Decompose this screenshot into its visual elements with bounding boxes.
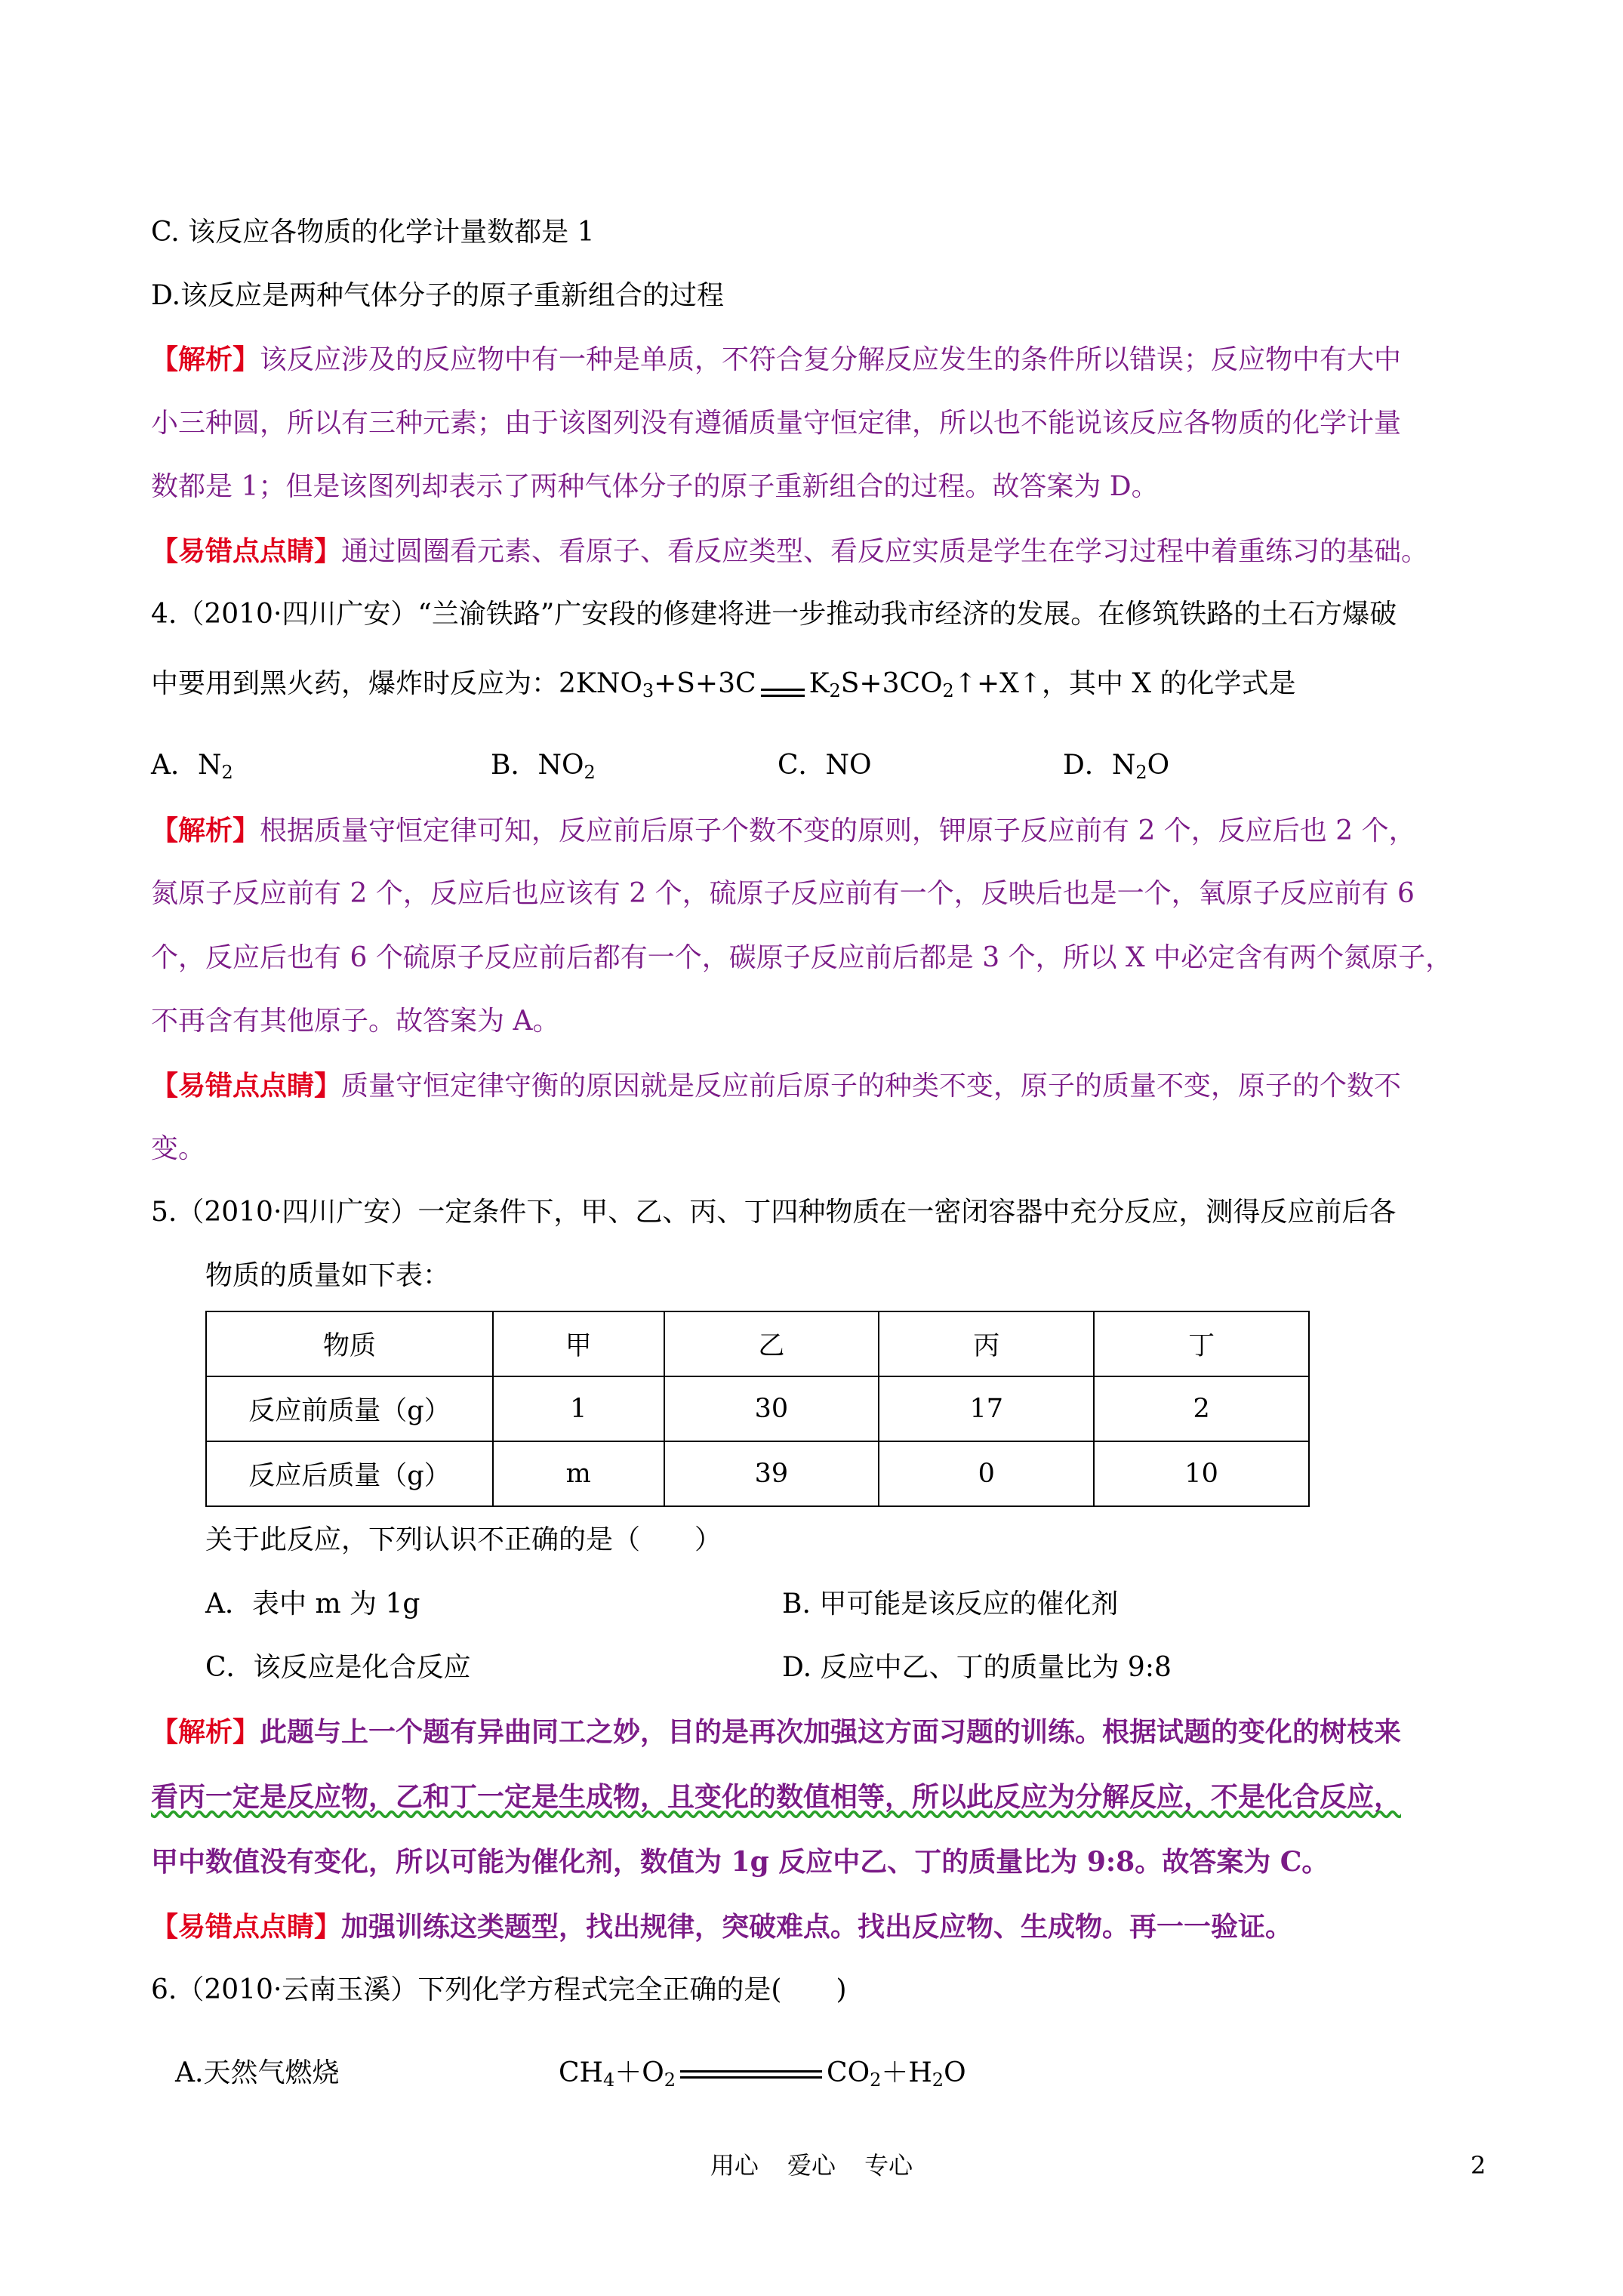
table-header-cell: 物质 bbox=[206, 1311, 493, 1376]
tip-tag: 【易错点点睛】 bbox=[151, 535, 342, 567]
table-header-row bbox=[206, 1311, 1309, 1376]
q4-analysis-line-2: 氮原子反应前有 2 个，反应后也应该有 2 个，硫原子反应前有一个，反映后也是一个，氧原子反应前有 6 bbox=[151, 878, 1415, 909]
footer-motto: 用心 爱心 专心 bbox=[710, 2151, 913, 2180]
table-header-cell: 乙 bbox=[664, 1311, 879, 1376]
q4-analysis-line-4: 不再含有其他原子。故答案为 A。 bbox=[151, 1006, 560, 1037]
q4-option-c: C．NO bbox=[778, 750, 872, 781]
q5-stem-line-1: 5.（2010·四川广安）一定条件下，甲、乙、丙、丁四种物质在一密闭容器中充分反应，测得反应前后各 bbox=[151, 1197, 1397, 1228]
q4-tip: 【易错点点睛】质量守恒定律守衡的原因就是反应前后原子的种类不变，原子的质量不变，原子的个数不 bbox=[151, 1070, 1402, 1102]
page-number: 2 bbox=[1471, 2151, 1486, 2180]
q5-analysis-line-1: 【解析】此题与上一个题有异曲同工之妙，目的是再次加强这方面习题的训练。根据试题的变化的树枝来 bbox=[151, 1716, 1402, 1748]
q5-analysis-line-2: 看丙一定是反应物，乙和丁一定是生成物，且变化的数值相等，所以此反应为分解反应，不是化合反应， bbox=[151, 1781, 1402, 1813]
mass-table bbox=[205, 1311, 1310, 1507]
tip-tag: 【易错点点睛】 bbox=[151, 1070, 342, 1102]
tip-tag: 【易错点点睛】 bbox=[151, 1911, 342, 1943]
q6-stem: 6.（2010·云南玉溪）下列化学方程式完全正确的是( ) bbox=[151, 1974, 847, 2005]
table-header-cell: 丁 bbox=[1094, 1311, 1309, 1376]
q3-option-d: D.该反应是两种气体分子的原子重新组合的过程 bbox=[151, 280, 725, 311]
q4-analysis-line-1: 【解析】根据质量守恒定律可知，反应前后原子个数不变的原则，钾原子反应前有 2 个，反应后也 2 个， bbox=[151, 815, 1416, 846]
analysis-tag: 【解析】 bbox=[151, 344, 260, 375]
q5-tip: 【易错点点睛】加强训练这类题型，找出规律，突破难点。找出反应物、生成物。再一一验证。 bbox=[151, 1911, 1293, 1943]
q5-option-d: D. 反应中乙、丁的质量比为 9:8 bbox=[782, 1652, 1172, 1683]
q5-stem-line-2: 物质的质量如下表： bbox=[205, 1260, 451, 1291]
table-cell: 17 bbox=[879, 1376, 1094, 1441]
q3-option-c: C. 该反应各物质的化学计量数都是 1 bbox=[151, 217, 595, 248]
table-cell: 反应后质量（g） bbox=[206, 1441, 493, 1506]
table-cell: m bbox=[493, 1441, 664, 1506]
q4-equation-right: $K_2S+3CO_2↑+X↑$ bbox=[808, 668, 1042, 701]
q5-option-a: A．表中 m 为 1g bbox=[205, 1589, 420, 1620]
q4-stem-line-1: 4.（2010·四川广安）“兰渝铁路”广安段的修建将进一步推动我市经济的发展。在修筑铁路的土石方爆破 bbox=[151, 599, 1397, 630]
q3-tip: 【易错点点睛】通过圆圈看元素、看原子、看反应类型、看反应实质是学生在学习过程中着重练习的基础。 bbox=[151, 535, 1429, 567]
table-header-cell: 甲 bbox=[493, 1311, 664, 1376]
table-cell: 10 bbox=[1094, 1441, 1309, 1506]
q4-stem-line-2: 中要用到黑火药，爆炸时反应为：$2KNO_3+S+3C$ $K_2S+3CO_2↑+X↑$，其中 X 的化学式是 bbox=[151, 666, 1295, 702]
q4-analysis-line-3: 个，反应后也有 6 个硫原子反应前后都有一个，碳原子反应前后都是 3 个，所以 X 中必定含有两个氮原子， bbox=[151, 942, 1453, 973]
q5-option-c: C．该反应是化合反应 bbox=[205, 1652, 471, 1683]
q4-tip-line-2: 变。 bbox=[151, 1133, 206, 1164]
q4-equation-left: $2KNO_3+S+3C$ bbox=[559, 668, 756, 701]
table-row bbox=[206, 1441, 1309, 1506]
table-cell: 2 bbox=[1094, 1376, 1309, 1441]
table-row bbox=[206, 1376, 1309, 1441]
table-header-cell: 丙 bbox=[879, 1311, 1094, 1376]
q6-option-a-label: A.天然气燃烧 bbox=[175, 2057, 340, 2088]
q3-analysis-line-1: 【解析】该反应涉及的反应物中有一种是单质，不符合复分解反应发生的条件所以错误；反应物中有大中 bbox=[151, 344, 1402, 375]
q5-analysis-line-3: 甲中数值没有变化，所以可能为催化剂，数值为 1g 反应中乙、丁的质量比为 9:8。故答案为 C。 bbox=[151, 1846, 1329, 1878]
q5-option-b: B. 甲可能是该反应的催化剂 bbox=[782, 1589, 1119, 1620]
q6-option-a-equation: $CH_4+O_2$ $CO_2+H_2O$ bbox=[559, 2055, 966, 2091]
q4-option-d: D．$N_2O$ bbox=[1063, 750, 1170, 783]
table-cell: 1 bbox=[493, 1376, 664, 1441]
table-cell: 0 bbox=[879, 1441, 1094, 1506]
table-cell: 39 bbox=[664, 1441, 879, 1506]
analysis-tag: 【解析】 bbox=[151, 1716, 260, 1748]
q3-analysis-line-3: 数都是 1；但是该图列却表示了两种气体分子的原子重新组合的过程。故答案为 D。 bbox=[151, 471, 1159, 502]
reaction-condition-sign bbox=[756, 666, 809, 702]
analysis-tag: 【解析】 bbox=[151, 815, 260, 846]
equals-sign bbox=[676, 2055, 827, 2091]
q4-option-b: B．$NO_2$ bbox=[491, 750, 596, 783]
table-cell: 反应前质量（g） bbox=[206, 1376, 493, 1441]
table-cell: 30 bbox=[664, 1376, 879, 1441]
q5-question: 关于此反应，下列认识不正确的是（ ） bbox=[205, 1524, 722, 1555]
q4-option-a: A．$N_2$ bbox=[151, 750, 233, 783]
q3-analysis-line-2: 小三种圆，所以有三种元素；由于该图列没有遵循质量守恒定律，所以也不能说该反应各物质的化学计量 bbox=[151, 408, 1402, 439]
